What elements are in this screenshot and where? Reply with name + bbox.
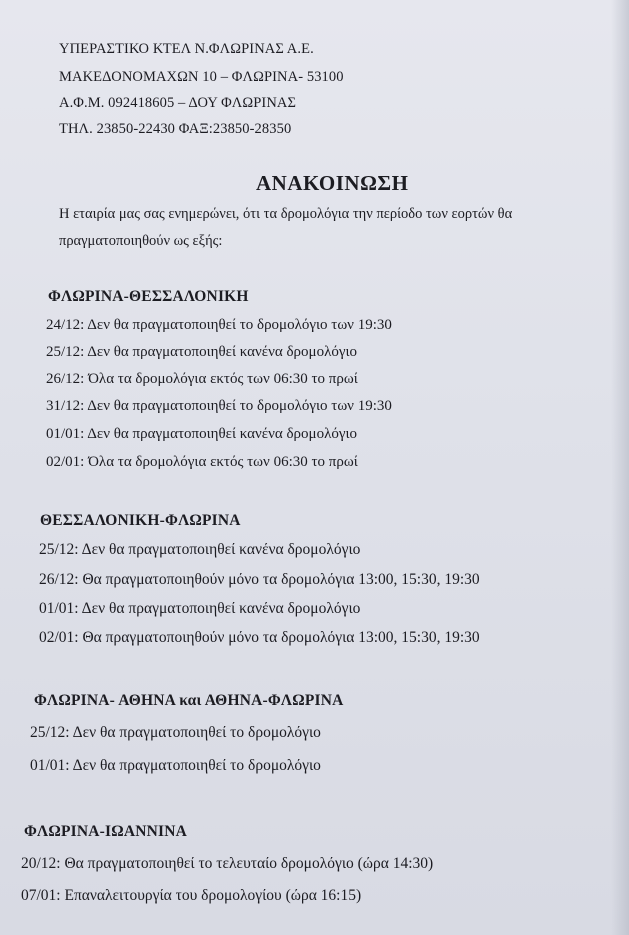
schedule-item: 01/01: Δεν θα πραγματοποιηθεί το δρομολόγιο xyxy=(30,757,321,774)
schedule-item: 24/12: Δεν θα πραγματοποιηθεί το δρομολόγιο των 19:30 xyxy=(46,317,392,333)
schedule-item: 02/01: Θα πραγματοποιηθούν μόνο τα δρομολόγια 13:00, 15:30, 19:30 xyxy=(39,629,480,646)
section-heading-florina-athens: ΦΛΩΡΙΝΑ- ΑΘΗΝΑ και ΑΘΗΝΑ-ΦΛΩΡΙΝΑ xyxy=(34,692,344,709)
intro-line-2: πραγματοποιηθούν ως εξής: xyxy=(59,233,223,249)
schedule-item: 07/01: Επαναλειτουργία του δρομολογίου (ώρα 16:15) xyxy=(21,887,362,904)
header-company: ΥΠΕΡΑΣΤΙΚΟ ΚΤΕΛ Ν.ΦΛΩΡΙΝΑΣ Α.Ε. xyxy=(59,41,314,57)
schedule-item: 01/01: Δεν θα πραγματοποιηθεί κανένα δρομολόγιο xyxy=(39,600,361,617)
schedule-item: 01/01: Δεν θα πραγματοποιηθεί κανένα δρομολόγιο xyxy=(46,426,358,442)
header-tax-id: Α.Φ.Μ. 092418605 – ΔΟΥ ΦΛΩΡΙΝΑΣ xyxy=(59,95,297,111)
header-address: ΜΑΚΕΔΟΝΟΜΑΧΩΝ 10 – ΦΛΩΡΙΝΑ- 53100 xyxy=(59,69,344,85)
section-heading-thessaloniki-florina: ΘΕΣΣΑΛΟΝΙΚΗ-ΦΛΩΡΙΝΑ xyxy=(40,512,241,529)
schedule-item: 25/12: Δεν θα πραγματοποιηθεί κανένα δρομολόγιο xyxy=(39,541,361,558)
schedule-item: 31/12: Δεν θα πραγματοποιηθεί το δρομολόγιο των 19:30 xyxy=(46,398,392,414)
section-heading-florina-ioannina: ΦΛΩΡΙΝΑ-ΙΩΑΝΝΙΝΑ xyxy=(24,823,188,840)
schedule-item: 25/12: Δεν θα πραγματοποιηθεί το δρομολόγιο xyxy=(30,724,321,741)
schedule-item: 25/12: Δεν θα πραγματοποιηθεί κανένα δρομολόγιο xyxy=(46,344,358,360)
page-title: ΑΝΑΚΟΙΝΩΣΗ xyxy=(256,171,409,195)
schedule-item: 26/12: Όλα τα δρομολόγια εκτός των 06:30 το πρωί xyxy=(46,371,358,387)
schedule-item: 02/01: Όλα τα δρομολόγια εκτός των 06:30 το πρωί xyxy=(46,454,358,470)
schedule-item: 26/12: Θα πραγματοποιηθούν μόνο τα δρομολόγια 13:00, 15:30, 19:30 xyxy=(39,571,480,588)
intro-line-1: Η εταιρία μας σας ενημερώνει, ότι τα δρομολόγια την περίοδο των εορτών θα xyxy=(59,206,513,222)
schedule-item: 20/12: Θα πραγματοποιηθεί το τελευταίο δρομολόγιο (ώρα 14:30) xyxy=(21,855,434,872)
section-heading-florina-thessaloniki: ΦΛΩΡΙΝΑ-ΘΕΣΣΑΛΟΝΙΚΗ xyxy=(48,288,249,305)
header-phone-fax: ΤΗΛ. 23850-22430 ΦΑΞ:23850-28350 xyxy=(59,121,292,137)
paper-edge-shadow xyxy=(611,0,629,935)
